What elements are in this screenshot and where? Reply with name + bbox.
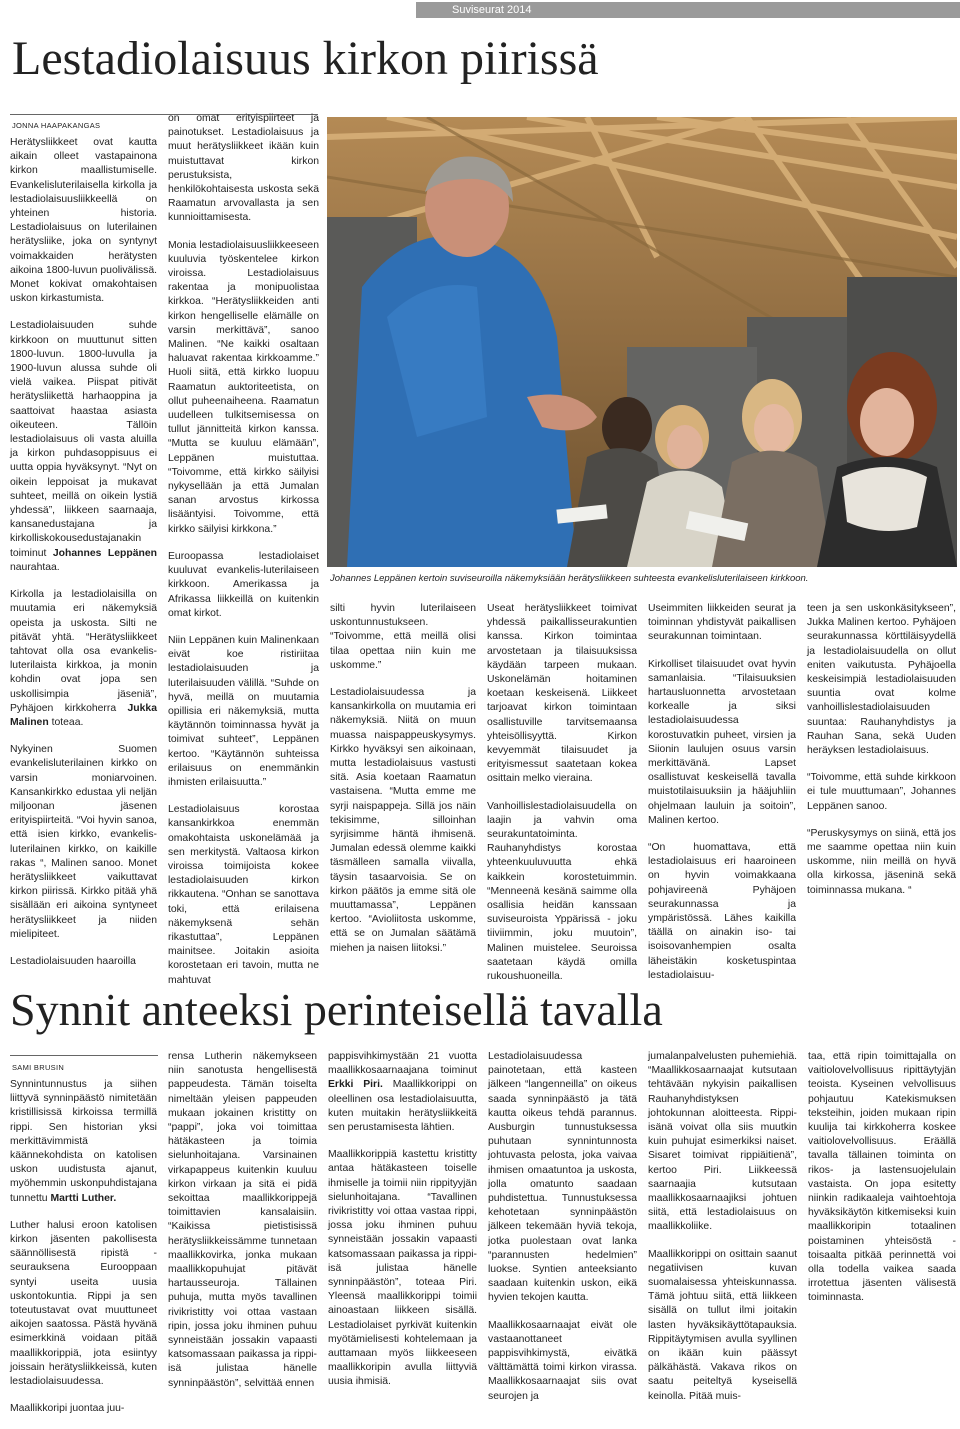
paragraph: Vanhoillislestadiolaisuudella on laajin ja vahvin oma seurakuntatoiminta. Rauhanyhdistys korostaa yhteenkuuluvuutta ehkä kaikkein korostetuimmin. “Menneenä kesänä saimme olla osallisia heidän kanssaan suviseuroista Yppärissä - joku tiiviimmin, joku muutoin”, Malinen muistelee. Seuroissa saatetaan käydä omilla rukoushuoneilla. (487, 800, 637, 983)
article-2-col-2 (168, 1050, 317, 1404)
paragraph: Maallikkorippi on osittain saanut negatiivisen kuvan suomalaisessa yhteiskunnassa. Tämä johtuu siitä, että liikkeen sisällä on tullut ilmi joitakin lasten hyväksikäyttötapauksia. Rippitäytymisen avulla syyllinen on ikään kuin päässyt pälkähästä. Vakava rikos on saatu peiteltyä kyseisellä keinolla. Pitää muis- (648, 1248, 797, 1402)
paragraph: Lestadiolaisuudessa ja kansankirkolla on muutamia eri näkemyksiä. Niitä on muun muassa naispappeuskysymys. Kirkko hyväksyi sen aikoinaan, mutta lestadiolaisuus vastusti sitä. Asia koetaan Raamatun vastaisena. “Mutta emme me syrji naispappeja. Sillä jos näin tekisimme, silloinhan syrjisimme häntä ihmisenä. Jumalan edessä olemme kaikki täsmälleen samalla viivalla, täysin tasaarvoisia. Se on kirkon päätös ja emme sitä ole muuttamassa”, Leppänen kertoo. “Avioliitosta uskomme, että se on Jumalan säätämä miehen ja naisen liitoksi.” (330, 687, 476, 954)
title-rule (10, 1055, 158, 1056)
article-2-col-5 (648, 1050, 797, 1417)
paragraph: “On huomattava, että lestadiolaisuus eri haaroineen on hyvin voimakkaana pohjavireenä Pyhäjoen seurakunnassa ja ympäristössä. Lähes kaikilla täällä on ainakin iso- tai isoisovanhempien osalta läheistäkin kosketuspintaa lestadiolaisuu- (648, 842, 796, 981)
paragraph: Herätysliikkeet ovat kautta aikain olleet vastapainona kirkon maallistumiselle. Evankelisluterilaisella kirkolla ja lestadiolaisuusliikkeellä on yhteinen historia. Lestadiolaisuus on luterilainen herätysliike, joka on syntynyt voimakkaiden herätysten aikoina 1800-luvun puolivälissä. Monet kokivat omakohtaisen uskon kirkastumista. (10, 137, 157, 305)
byline-2: SAMI BRUSIN (12, 1063, 65, 1072)
bold-name: Erkki Piri. (328, 1079, 383, 1091)
article-1-col-1 (10, 136, 157, 982)
paragraph: silti hyvin luterilaiseen uskontunnustukseen. “Toivomme, että meillä olisi tilaa opettaa niin kuin me uskomme.” (330, 603, 476, 671)
paragraph: teen ja sen uskonkäsitykseen”, Jukka Malinen kertoo. Pyhäjoen seurakunnassa körttiläisyydellä ja lestadiolaisuudella on ollut eniten vaikutusta. Pyhäjoella keskeisimpiä lestadiolaisuuden suuntia ovat kolme vanhoillislestadiolaisuuden suuntaa: Rauhanyhdistys ja Rauhan Sana, sekä Uuden heräyksen lestadiolaisuus. (807, 603, 956, 757)
photo-caption: Johannes Leppänen kertoin suviseuroilla näkemyksiään herätysliikkeen suhteesta evankelisluterilaiseen kirkkoon. (330, 573, 809, 584)
issue-header (0, 0, 960, 20)
paragraph: Niin Leppänen kuin Malinenkaan eivät koe ristiriitaa lestadiolaisuuden ja luterilaisuuden välillä. “Suhde on hyvä, meillä on muutamia opillisia eri näkemyksiä, mutta käytännön toiminnassa hyvät ja toimivat suhteet”, Leppänen kertoo. “Käytännön suhteissa erilaisuus on enemmänkin ihmisten erilaisuutta.” (168, 634, 319, 788)
paragraph: “Toivomme, että suhde kirkkoon ei tule muuttumaan”, Johannes Leppänen sanoo. (807, 772, 956, 812)
paragraph: taa, että ripin toimittajalla on vaitiolovelvollisuus ripittäytyjän teoista. Kyseinen velvollisuus pohjautuu Katekismuksen teksteihin, joiden mukaan ripin kuulija tai kirkkoherra koskee vaitiolovelvollisuus. Eräällä tavalla tällainen toiminta on rikos- ja lastensuojelulain vastaista. On jopa esitetty niinkin radikaaleja vaihtoehtoja hyväksikäytön kitkemiseksi kuin maallikkoripin totaalinen poistaminen yhteisöstä - toisaalta pitkää perinnettä voi olla todella vaikea saada irrotettua jäsenten välisestä toiminnasta. (808, 1051, 956, 1304)
article-2-title: Synnit anteeksi perinteisellä tavalla (10, 984, 663, 1035)
paragraph: Useimmiten liikkeiden seurat ja toiminnan yhdistyvät paikallisen seurakunnan toimintaan. (648, 603, 796, 643)
article-1-col-2 (168, 112, 319, 1001)
article-1-col-5 (648, 602, 796, 996)
article-2-col-6 (808, 1050, 956, 1319)
article-1-col-3 (330, 602, 476, 969)
paragraph: Lestadiolaisuus korostaa kansankirkkoa enemmän omakohtaista uskonelämää ja sen merkitystä. Valtaosa kirkon viroissa toimijoista kokee lestadiolaisuuden kirkon rikkautena. “Onhan se sanottava toki, että erilaisena näkemyksenä sehän rikastuttaa”, Leppänen mainitsee. Joitakin asioita korostetaan eri tavoin, mutta ne mahtuvat (168, 804, 319, 986)
paragraph: Lestadiolaisuuden haaroilla (10, 955, 136, 967)
paragraph: Kirkolliset tilaisuudet ovat hyvin samanlaisia. “Tilaisuuksien hartausluonnetta arvostetaan korkealle ja siksi lestadiolaisuudessa korostuvatkin puheet, virsien ja Siionin laulujen osuus varsin merkittävänä. Lapset osallistuvat keskeisellä tavalla muistotilaisuuksiin ja hääjuhliin ohjelmaan lauluin ja soitoin”, Malinen kertoo. (648, 658, 796, 826)
paragraph: Maallikkoripi juontaa juu- (10, 1403, 125, 1415)
issue-label: Suviseurat 2014 (452, 4, 532, 16)
paragraph: Useat herätysliikkeet toimivat yhdessä paikallisseurakuntien kanssa. Kirkon toimintaa arvostetaan ja tilaisuuksissa käydään tarpeen mukaan. Uskonelämän hoitaminen koetaan keskeisenä. Liikkeet tarjoavat kirkon toimintaan osallistuville tarvitsemaansa yhteisöllisyyttä. Kirkon kevyemmät tilaisuudet ja erityismessut saatetaan kokea osittain melko vieraina. (487, 603, 637, 785)
paragraph: jumalanpalvelusten puhemiehiä. “Maallikkosaarnaajat kutsutaan tehtävään nykyisin paikallisen Rauhanyhdistyksen johtokunnan aloitteesta. Rippi-isänä voivat olla siis muutkin kuin puhujat esimerkiksi naiset. Sisaret toimivat rippiäitienä”, kertoo Piri. Liikkeessä saarnaajia kutsutaan maallikkosaarnaajiksi johtuen siitä, että lestadiolaisuus on maallikkoliike. (648, 1051, 797, 1233)
paragraph: Euroopassa lestadiolaiset kuuluvat evankelis-luterilaiseen kirkkoon. Amerikassa ja Afrikassa liikkeillä on kuitenkin omat kirkot. (168, 550, 319, 619)
paragraph: “Peruskysymys on siinä, että jos me saamme opettaa niin kuin uskomme, niin meillä on hyvä olla kirkossa, jäseninä sekä toiminnassa mukana. “ (807, 827, 956, 896)
paragraph: Lestadiolaisuudessa painotetaan, että kasteen jälkeen “langenneilla” on oikeus saada synninpäästö ja tätä kautta oikeus tehdä parannus. Ausburgin tunnustuksessa puhutaan synnintunnosta johtuvasta pelosta, joka vaivaa ihmisen omaatuntoa ja uskosta, jolla omatunto saadaan puhdistettua. Tunnustuksessa kehotetaan synninpäästön jälkeen tekemään hyviä tekoja, jotka puolestaan ovat lanka “parannusten hedelmien” luokse. Syntien anteeksianto saadaan kuitenkin uskon, eikä hyvien tekojen kautta. (488, 1051, 637, 1304)
bold-name: Jukka Malinen (10, 702, 157, 728)
article-1-title: Lestadiolaisuus kirkon piirissä (12, 32, 599, 85)
photograph-speaker-with-listeners (327, 117, 957, 567)
paragraph: Kirkolla ja lestadiolaisilla on muutamia eri näkemyksiä opeista ja uskosta. Silti ne pitävät yhtä. “Herätysliikkeet tahtovat olla osa evankelis- luterilaista kirkkoa, ja monin kohdin ovat jopa sen uskollisimpia jäseniä”, Pyhäjoen kirkkoherra Jukka Malinen toteaa. (10, 589, 157, 728)
article-2-col-3 (328, 1050, 477, 1403)
paragraph: Monia lestadiolaisuusliikkeeseen kuuluvia työskentelee kirkon viroissa. Lestadiolaisuus rakentaa ja monipuolistaa kirkkoa. “Herätysliikkeiden anti kirkon hengelliselle elämälle on varsin merkittävä”, sanoo Malinen. “Ne kaikki osaltaan haluavat rakentaa kirkkoamme.” Huoli siitä, että kirkko luopuu Raamatun auktoriteetista, on ollut puheenaiheena. Raamatun uudelleen tulkitsemisessa on tullut jännitteitä kirkon kanssa. “Mutta se kuuluu elämään”, Leppänen muistuttaa. “Toivomme, että kirkko säilyisi nykysellään ja että Jumalan sanan arvostus kirkossa lisääntyisi. Toivomme, että kirkko säilyisi kirkkona.” (168, 239, 319, 535)
bold-name: Johannes Leppänen (52, 547, 157, 559)
paragraph: rensa Lutherin näkemykseen niin sanotusta hengellisestä pappeudesta. Tämän toiselta nimeltään yleisen pappeuden mukaan jokainen kristitty on “pappi”, joka voi toimittaa hätäkasteen ja toimia sielunhoitajana. Varsinainen virkapappeus kuitenkin kuuluu kirkon virkaan ja sitä ei pidä sekoittaa maallikkorippejä toimittavien kansalaisiin. “Kaikissa pietistisissä herätysliikkeissämme tunnetaan maallikkovirka, jonka mukaan maallikkopuhujat pitävät hartausseuroja. Tällainen puhuja, mutta myös tavallinen rivikristitty voi ottaa vastaan ripin, jossa joku ihminen puhuu synneistään jossakin vapaasti katsomassaan paikassa ja rippi-isä julistaa hänelle synninpäästön”, selvittää ennen (168, 1051, 317, 1389)
paragraph: Synnintunnustus ja siihen liittyvä synninpäästö nimitetään kristillisissä kirkoissa termillä rippi. Sen historian yksi merkittävimmistä käännekohdista on katolisen uskon uudistusta ajanut, myöhemmin uskonpuhdistajana tunnettu Martti Luther. (10, 1079, 157, 1204)
article-1-col-4 (487, 602, 637, 997)
article-1-col-6 (807, 602, 956, 911)
paragraph: Lestadiolaisuuden suhde kirkkoon on muuttunut sitten 1800-luvun. 1800-luvulla ja 1900-luvun alussa suhde oli vielä vaikea. Piispat pitivät herätysliikettä harhaoppina ja saattoivat haastaa asiasta oikeuteen. Tällöin lestadiolaisuus oli vasta aluilla ja kirkon puhdasoppisuus ei uutta oppia hyväksynyt. “Nyt on oikein leppoisat ja mukavat suhteet, meillä on oikein lystiä yhdessä”, liikkeen saarnaaja, kansanedustajana ja kirkolliskokousedustajanakin toiminut Johannes Leppänen naurahtaa. (10, 320, 157, 573)
article-photo (327, 117, 957, 567)
paragraph: Maallikkorippiä kastettu kristitty antaa hätäkasteen toiselle ihmiselle ja toimii niin rippityyjän sielunhoitajana. “Tavallinen rivikristitty voi ottaa vastaa rippi, jossa joku ihminen puhuu synneistään jossakin vapaasti katsomassaan paikassa ja rippi-isä julistaa hänelle synninpäästön”, toteaa Piri. Yleensä maallikkorippi toimii ainoastaan liikkeen sisällä. Lestadiolaiset pyrkivät kuitenkin myötämielisesti kohtelemaan ja auttamaan myös liikkeeseen maallikkoripin avulla liittyviä uusia ihmisiä. (328, 1149, 477, 1388)
article-2-col-1 (10, 1078, 157, 1429)
article-2-col-4 (488, 1050, 637, 1417)
paragraph: Nykyinen Suomen evankelisluterilainen kirkko on varsin moniarvoinen. Kansankirkko edustaa yli neljän miljoonan jäsenen erityispiirteitä. “Voi hyvin sanoa, että isien kirkko, evankelis-luterilainen kirkko, on kaikille rakas “, Malinen sanoo. Monet herätysliikkeet vaikuttavat kirkon piirissä. Kirkko pitää yhä sisällään eri aikoina syntyneet herätysliikkeet ja niiden mielipiteet. (10, 744, 157, 940)
paragraph: Maallikkosaarnaajat eivät ole vastaanottaneet pappisvihkimystä, eivätkä välttämättä toimi kirkon virassa. Maallikkosaarnaajat siis ovat seurojen ja (488, 1319, 637, 1402)
paragraph: Luther halusi eroon katolisen kirkon jäsenten pakollisesta säännöllisestä ripistä - seurauksena Eurooppaan syntyi useita uusia uskontokuntia. Rippi ja sen toteutustavat ovat muuttuneet aikojen saatossa. Pästä hyvänä esimerkkinä voidaan pitää maallikkorippiä, jota esiintyy joissain herätysliikkeissä, kuten lestadiolaisuudessa. (10, 1219, 157, 1388)
bold-name: Martti Luther. (50, 1192, 117, 1204)
byline-1: JONNA HAAPAKANGAS (12, 121, 101, 130)
paragraph: on omat erityispiirteet ja painotukset. Lestadiolaisuus ja muut herätysliikkeet ikään kuin muistuttavat kirkon perustuksista, henkilökohtaisesta uskosta sekä Raamatun arvovallasta ja sen kunnioittamisesta. (168, 113, 319, 224)
paragraph: pappisvihkimystään 21 vuotta maallikkosaarnaajana toiminut Erkki Piri. Maallikkorippi on oleellinen osa lestadiolaisuutta, kuten muitakin herätysliikkeitä sen perustamisesta lähtien. (328, 1051, 477, 1134)
